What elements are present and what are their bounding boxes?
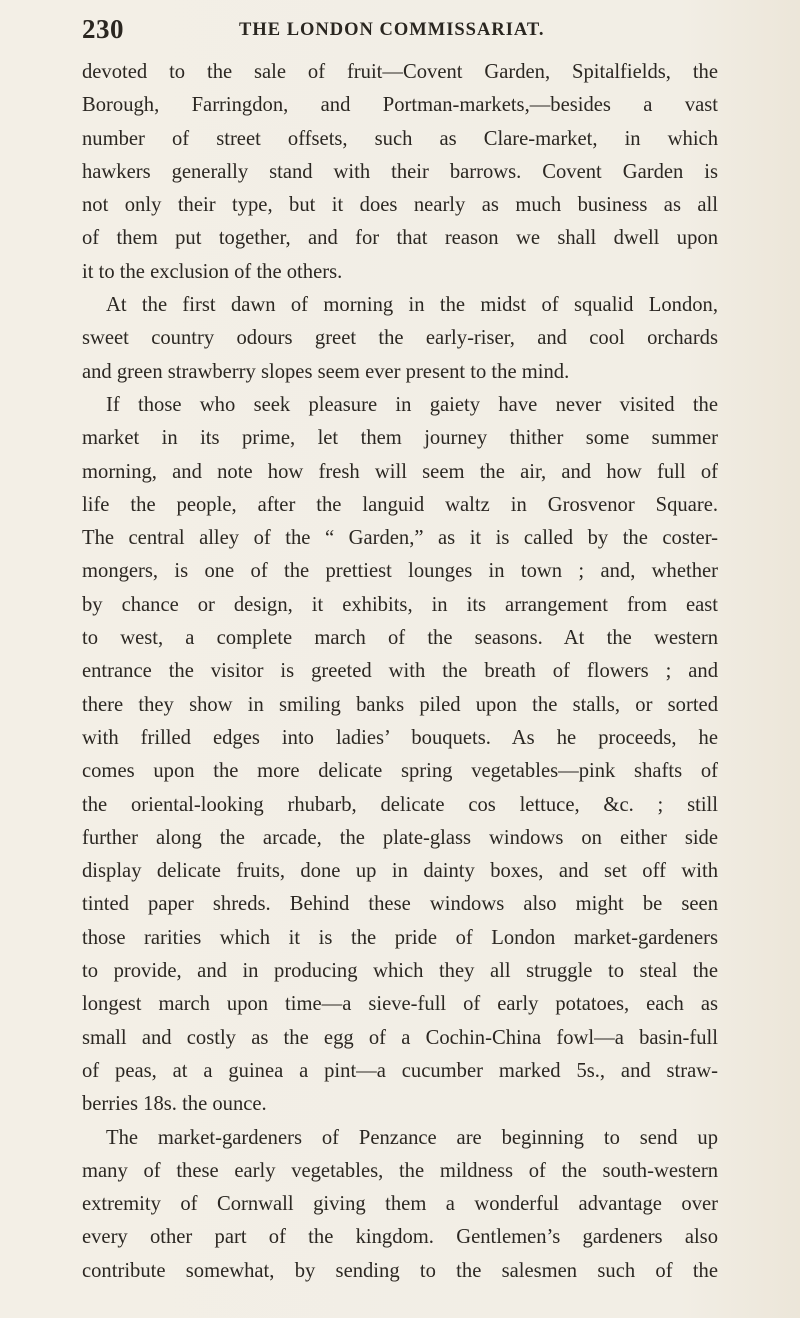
text-line: morning, and note how fresh will seem the air, and how full of xyxy=(82,460,718,483)
text-line: The market-gardeners of Penzance are beginning to send up xyxy=(106,1126,718,1149)
text-line: there they show in smiling banks piled upon the stalls, or sorted xyxy=(82,693,718,716)
text-line: mongers, is one of the prettiest lounges in town ; and, whether xyxy=(82,560,718,583)
text-line: entrance the visitor is greeted with the breath of flowers ; and xyxy=(82,660,718,683)
running-head: THE LONDON COMMISSARIAT. xyxy=(239,20,545,40)
text-line: those rarities which it is the pride of London market-gardeners xyxy=(82,926,718,949)
text-line: tinted paper shreds. Behind these windows also might be seen xyxy=(82,893,718,916)
text-line: every other part of the kingdom. Gentlemen’s gardeners also xyxy=(82,1226,718,1249)
page-header xyxy=(82,14,718,44)
text-line: market in its prime, let them journey thither some summer xyxy=(82,427,718,450)
page-number: 230 xyxy=(82,14,124,44)
text-line: extremity of Cornwall giving them a wonderful advantage over xyxy=(82,1193,718,1216)
text-line: of peas, at a guinea a pint—a cucumber marked 5s., and straw- xyxy=(82,1059,718,1082)
text-line: many of these early vegetables, the mildness of the south-western xyxy=(82,1159,718,1182)
text-line: it to the exclusion of the others. xyxy=(82,260,343,283)
text-line: comes upon the more delicate spring vegetables—pink shafts of xyxy=(82,760,718,783)
text-line: by chance or design, it exhibits, in its arrangement from east xyxy=(82,593,718,616)
text-line: At the first dawn of morning in the midst of squalid London, xyxy=(106,294,718,317)
text-line: If those who seek pleasure in gaiety have never visited the xyxy=(106,393,718,416)
text-line: to provide, and in producing which they all struggle to steal the xyxy=(82,960,718,983)
text-line: devoted to the sale of fruit—Covent Garden, Spitalfields, the xyxy=(82,61,718,83)
text-line: longest march upon time—a sieve-full of early potatoes, each as xyxy=(82,993,718,1016)
text-line: the oriental-looking rhubarb, delicate cos lettuce, &c. ; still xyxy=(82,793,718,816)
text-line: life the people, after the languid waltz in Grosvenor Square. xyxy=(82,493,718,516)
text-line: contribute somewhat, by sending to the salesmen such of the xyxy=(82,1259,718,1282)
text-line: and green strawberry slopes seem ever present to the mind. xyxy=(82,360,570,383)
text-line: of them put together, and for that reason we shall dwell upon xyxy=(82,227,718,250)
text-line: Borough, Farringdon, and Portman-markets,—besides a vast xyxy=(82,94,718,117)
text-line: hawkers generally stand with their barrows. Covent Garden is xyxy=(82,160,718,183)
text-line: further along the arcade, the plate-glass windows on either side xyxy=(82,826,718,849)
text-line: number of street offsets, such as Clare-market, in which xyxy=(82,127,718,150)
body-text xyxy=(82,56,718,1288)
text-line: The central alley of the “ Garden,” as it is called by the coster- xyxy=(82,527,718,550)
text-line: berries 18s. the ounce. xyxy=(82,1093,267,1116)
text-line: display delicate fruits, done up in dainty boxes, and set off with xyxy=(82,860,718,883)
text-line: with frilled edges into ladies’ bouquets. As he proceeds, he xyxy=(82,726,718,749)
text-line: small and costly as the egg of a Cochin-China fowl—a basin-full xyxy=(82,1026,718,1049)
text-line: sweet country odours greet the early-riser, and cool orchards xyxy=(82,327,718,350)
text-line: to west, a complete march of the seasons. At the western xyxy=(82,627,718,650)
text-line: not only their type, but it does nearly as much business as all xyxy=(82,194,718,217)
